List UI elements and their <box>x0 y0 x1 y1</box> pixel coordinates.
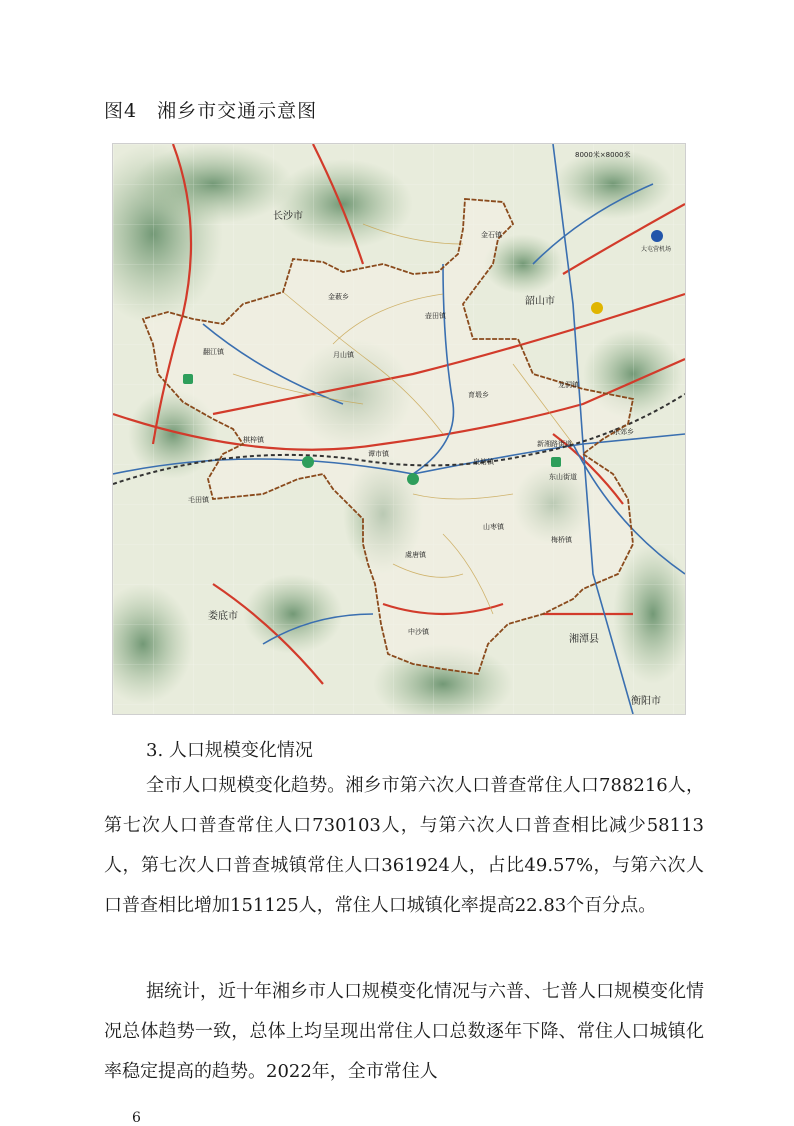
town-label-donglin: 泉塘镇 <box>473 458 494 466</box>
city-label-hengyang: 衡阳市 <box>631 696 661 707</box>
town-label-nanshan: 棋梓镇 <box>243 436 264 444</box>
town-label-lianqiao: 虞唐镇 <box>405 551 426 559</box>
town-label-shanzao: 山枣镇 <box>483 523 504 531</box>
city-label-xiangtan-county: 湘潭县 <box>569 634 599 645</box>
town-label-jinshi-xiang: 金薮乡 <box>328 293 349 301</box>
scale-label: 8000米×8000米 <box>575 151 631 159</box>
traffic-map <box>112 143 686 715</box>
town-label-huitang: 毛田镇 <box>188 496 209 504</box>
town-label-jinshi: 金石镇 <box>481 231 502 239</box>
town-label-longdong: 龙洞镇 <box>558 381 579 389</box>
paragraph-text: 据统计，近十年湘乡市人口规模变化情况与六普、七普人口规模变化情况总体趋势一致，总体上均呈现出常住人口总数逐年下降、常住人口城镇化率稳定提高的趋势。2022年，全市常住人 <box>104 981 704 1082</box>
page-number: 6 <box>132 1110 141 1126</box>
airport-icon <box>651 230 663 242</box>
town-label-niucheng: 东山街道 <box>549 473 577 481</box>
figure-caption: 图4 湘乡市交通示意图 <box>104 100 318 122</box>
airport-label: 大屯营机场 <box>641 246 672 253</box>
city-label-shaoshan: 韶山市 <box>525 296 555 307</box>
town-label-chaojiang: 翻江镇 <box>203 348 224 356</box>
town-label-hetang: 中沙镇 <box>408 628 429 636</box>
paragraph-population-trend <box>104 766 704 926</box>
paragraph-text: 全市人口规模变化趋势。湘乡市第六次人口普查常住人口788216人，第七次人口普查常住人口730103人，与第六次人口普查相比减少58113人，第七次人口普查城镇常住人口361924人，占比49.57%，与第六次人口普查相比增加151125人，常住人口城镇化率提高22.83个百分点。 <box>104 775 704 916</box>
town-label-yuyang: 育塅乡 <box>468 391 489 399</box>
town-label-donggutian: 东郊乡 <box>613 428 634 436</box>
town-label-meiqiao: 梅桥镇 <box>551 536 572 544</box>
town-label-xinqiao: 新湘路街道 <box>537 440 572 448</box>
city-label-changsha: 长沙市 <box>273 211 303 222</box>
town-label-hutian: 壶田镇 <box>425 312 446 320</box>
city-label-loudi: 娄底市 <box>208 611 238 622</box>
map-canvas <box>113 144 685 714</box>
town-label-yuezhi: 月山镇 <box>333 351 354 359</box>
section-heading: 3. 人口规模变化情况 <box>146 740 313 761</box>
town-label-tanshi: 谭市镇 <box>368 450 389 458</box>
paragraph-statistics <box>104 972 704 1092</box>
